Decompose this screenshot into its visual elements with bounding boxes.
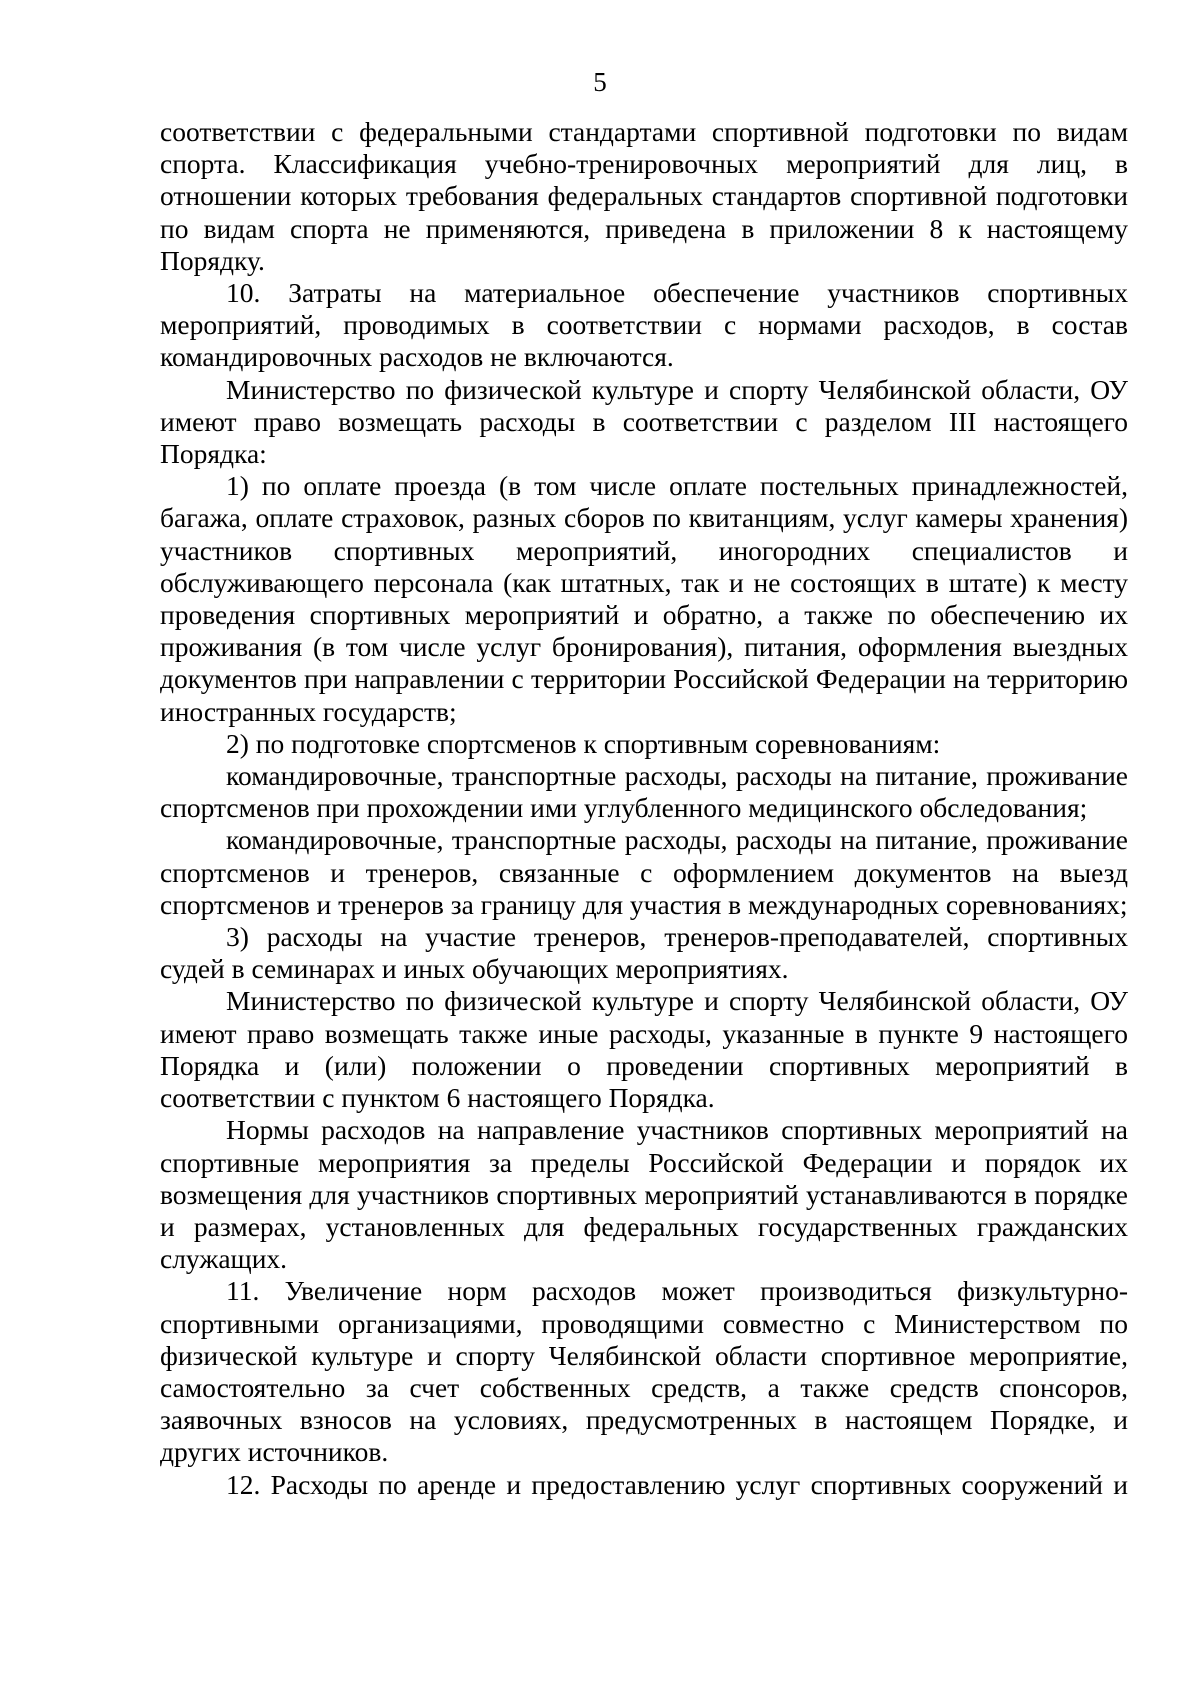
paragraph: 12. Расходы по аренде и предоставлению услуг спортивных сооружений и (226, 1468, 1128, 1500)
page-number: 5 (593, 67, 607, 97)
paragraph: Нормы расходов на направление участников спортивных мероприятий на спортивные мероприятия за пределы Российской Федерации и порядок их возмещения для участников спортивных мероприятий устанавливаются в порядке и размерах, установленных для федеральных государственных гражданских служащих. (160, 1114, 1128, 1275)
paragraph: 3) расходы на участие тренеров, тренеров-преподавателей, спортивных судей в семинарах и иных обучающих мероприятиях. (160, 921, 1128, 985)
paragraph: командировочные, транспортные расходы, расходы на питание, проживание спортсменов при прохождении ими углубленного медицинского обследования; (160, 760, 1128, 824)
paragraph: 1) по оплате проезда (в том числе оплате постельных принадлежностей, багажа, оплате страховок, разных сборов по квитанциям, услуг камеры хранения) участников спортивных мероприятий, иногородних специалистов и обслуживающего персонала (как штатных, так и не состоящих в штате) к месту проведения спортивных мероприятий и обратно, а также по обеспечению их проживания (в том числе услуг бронирования), питания, оформления выездных документов при направлении с территории Российской Федерации на территорию иностранных государств; (160, 470, 1128, 727)
paragraph: командировочные, транспортные расходы, расходы на питание, проживание спортсменов и тренеров, связанные с оформлением документов на выезд спортсменов и тренеров за границу для участия в международных соревнованиях; (160, 824, 1128, 920)
paragraph: 11. Увеличение норм расходов может производиться физкультурно-спортивными организациями, проводящими совместно с Министерством по физической культуре и спорту Челябинской области спортивное мероприятие, самостоятельно за счет собственных средств, а также средств спонсоров, заявочных взносов на условиях, предусмотренных в настоящем Порядке, и других источников. (160, 1275, 1128, 1468)
document-body (160, 116, 1128, 1501)
paragraph: 10. Затраты на материальное обеспечение участников спортивных мероприятий, проводимых в соответствии с нормами расходов, в состав командировочных расходов не включаются. (160, 277, 1128, 373)
paragraph: соответствии с федеральными стандартами спортивной подготовки по видам спорта. Классификация учебно-тренировочных мероприятий для лиц, в отношении которых требования федеральных стандартов спортивной подготовки по видам спорта не применяются, приведена в приложении 8 к настоящему Порядку. (160, 116, 1128, 276)
paragraph: 2) по подготовке спортсменов к спортивным соревнованиям: (226, 727, 941, 759)
paragraph: Министерство по физической культуре и спорту Челябинской области, ОУ имеют право возмещать также иные расходы, указанные в пункте 9 настоящего Порядка и (или) положении о проведении спортивных мероприятий в соответствии с пунктом 6 настоящего Порядка. (160, 985, 1128, 1114)
paragraph: Министерство по физической культуре и спорту Челябинской области, ОУ имеют право возмещать расходы в соответствии с разделом III настоящего Порядка: (160, 373, 1128, 470)
